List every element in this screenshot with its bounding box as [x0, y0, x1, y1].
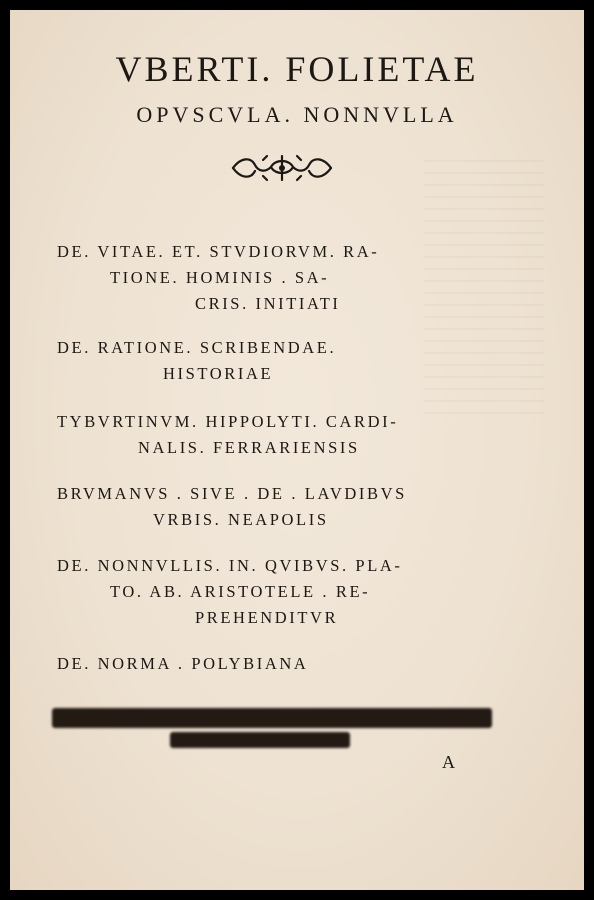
- contents-line: DE. RATIONE. SCRIBENDAE.: [57, 338, 337, 357]
- author-title: VBERTI. FOLIETAE: [115, 49, 479, 89]
- work-title: OPVSCVLA. NONNVLLA: [136, 102, 458, 127]
- contents-line: DE. VITAE. ET. STVDIORVM. RA-: [57, 242, 380, 261]
- contents-line: HISTORIAE: [163, 364, 274, 383]
- contents-line: NALIS. FERRARIENSIS: [138, 438, 360, 457]
- redacted-imprint: [170, 732, 350, 748]
- title-page: [10, 10, 584, 890]
- contents-line: BRVMANVS . SIVE . DE . LAVDIBVS: [57, 484, 407, 503]
- contents-line: TO. AB. ARISTOTELE . RE-: [110, 582, 371, 601]
- contents-line: DE. NORMA . POLYBIANA: [57, 654, 309, 673]
- signature-mark: A: [442, 752, 455, 772]
- redacted-imprint: [52, 708, 492, 728]
- contents-line: TYBVRTINVM. HIPPOLYTI. CARDI-: [57, 412, 399, 431]
- contents-line: CRIS. INITIATI: [195, 294, 341, 313]
- contents-line: VRBIS. NEAPOLIS: [153, 510, 329, 529]
- fleuron-ornament: [227, 151, 337, 185]
- show-through-text: [424, 160, 544, 420]
- contents-line: TIONE. HOMINIS . SA-: [110, 268, 330, 287]
- contents-line: PREHENDITVR: [195, 608, 339, 627]
- contents-line: DE. NONNVLLIS. IN. QVIBVS. PLA-: [57, 556, 403, 575]
